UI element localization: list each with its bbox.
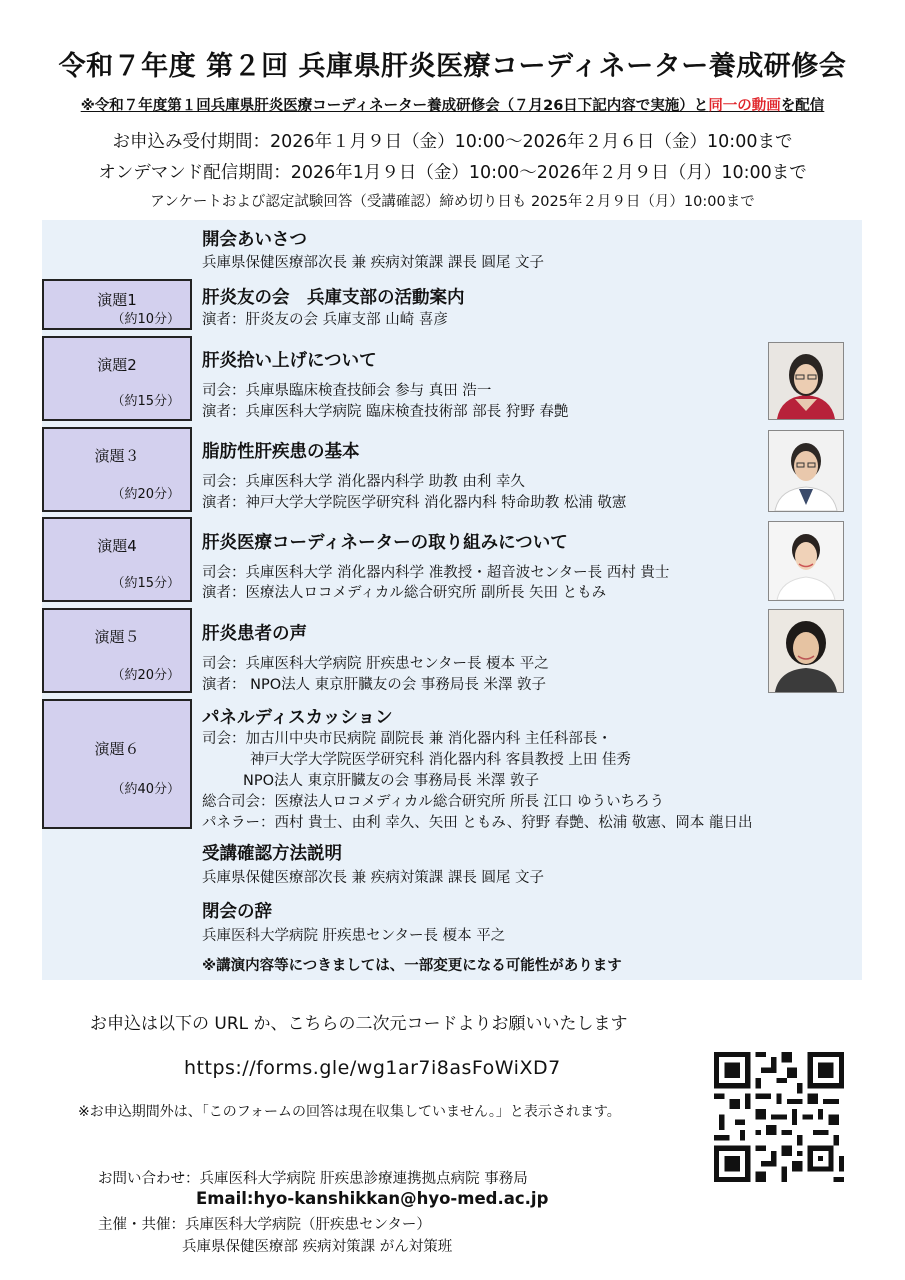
talk-label-4 — [42, 517, 192, 602]
talk-title-1: 肝炎友の会 兵庫支部の活動案内 — [202, 288, 465, 308]
talk-line: 司会：兵庫県臨床検査技師会 参与 真田 浩一 — [202, 383, 492, 399]
talk-line: 司会：兵庫医科大学 消化器内科学 助教 由利 幸久 — [202, 474, 525, 490]
speaker-photo-4 — [768, 521, 844, 601]
closing-title: 閉会の辞 — [202, 902, 272, 922]
talk-duration: （約40分） — [111, 782, 180, 797]
notice-tail: を配信 — [780, 98, 825, 114]
talk-title-2: 肝炎拾い上げについて — [202, 351, 377, 371]
confirmation-title: 受講確認方法説明 — [202, 844, 342, 864]
talk-line: 演者：医療法人ロコメディカル総合研究所 副所長 矢田 ともみ — [202, 585, 607, 601]
talk-line: 司会：加古川中央市民病院 副院長 兼 消化器内科 主任科部長・ — [202, 731, 612, 747]
notice-text: ※令和７年度第１回兵庫県肝炎医療コーディネーター養成研修会（７月26日下記内容で実施）と — [80, 98, 709, 114]
change-note: ※講演内容等につきましては、一部変更になる可能性があります — [202, 958, 622, 974]
talk-number: 演題６ — [94, 740, 140, 758]
talk-line: 司会：兵庫医科大学病院 肝疾患センター長 榎本 平之 — [202, 656, 549, 672]
confirmation-speaker: 兵庫県保健医療部次長 兼 疾病対策課 課長 圓尾 文子 — [202, 870, 545, 886]
person-icon — [769, 431, 843, 511]
sponsor-info: 主催・共催：兵庫医科大学病院（肝疾患センター） — [98, 1217, 431, 1233]
page-title: 令和７年度 第２回 兵庫県肝炎医療コーディネーター養成研修会 — [58, 51, 847, 82]
person-icon — [769, 343, 843, 419]
person-icon — [769, 522, 843, 600]
speaker-photo-3 — [768, 430, 844, 512]
talk-duration: （約20分） — [111, 668, 180, 683]
talk-line: 演者： NPO法人 東京肝臓友の会 事務局長 米澤 敦子 — [202, 677, 547, 693]
speaker-photo-5 — [768, 609, 844, 693]
opening-title: 開会あいさつ — [202, 230, 307, 250]
talk-label-2 — [42, 336, 192, 421]
speaker-photo-2 — [768, 342, 844, 420]
talk-line: 演者：神戸大学大学院医学研究科 消化器内科 特命助教 松浦 敬憲 — [202, 495, 627, 511]
talk-label-5 — [42, 608, 192, 693]
talk-label-1 — [42, 279, 192, 330]
person-icon — [769, 610, 843, 692]
talk-label-6 — [42, 699, 192, 829]
talk-title-3: 脂肪性肝疾患の基本 — [202, 442, 360, 462]
qr-code-icon[interactable] — [714, 1052, 844, 1182]
talk-number: 演題4 — [97, 537, 137, 555]
talk-line: NPO法人 東京肝臓友の会 事務局長 米澤 敦子 — [243, 773, 539, 789]
sponsor-info-2: 兵庫県保健医療部 疾病対策課 がん対策班 — [182, 1239, 453, 1255]
contact-email-link[interactable]: Email:hyo-kanshikkan@hyo-med.ac.jp — [196, 1189, 549, 1208]
ondemand-period: オンデマンド配信期間：2026年1月９日（金）10:00～2026年２月９日（月）10:00まで — [98, 163, 807, 183]
talk-number: 演題５ — [94, 628, 140, 646]
talk-line: 演者：肝炎友の会 兵庫支部 山崎 喜彦 — [202, 312, 448, 328]
talk-line: パネラー：西村 貴士、由利 幸久、矢田 ともみ、狩野 春艶、松浦 敬憲、岡本 龍日出 — [202, 815, 753, 831]
talk-number: 演題2 — [97, 356, 137, 374]
talk-title-5: 肝炎患者の声 — [202, 624, 307, 644]
survey-deadline: アンケートおよび認定試験回答（受講確認）締め切り日も 2025年２月９日（月）10:00まで — [150, 194, 755, 210]
talk-duration: （約20分） — [111, 487, 180, 502]
talk-title-6: パネルディスカッション — [202, 708, 393, 728]
talk-line: 神戸大学大学院医学研究科 消化器内科 客員教授 上田 佳秀 — [250, 752, 631, 768]
talk-number: 演題３ — [94, 447, 140, 465]
talk-duration: （約10分） — [111, 312, 180, 327]
contact-info: お問い合わせ：兵庫医科大学病院 肝疾患診療連携拠点病院 事務局 — [98, 1171, 528, 1187]
application-period: お申込み受付期間：2026年１月９日（金）10:00～2026年２月６日（金）10:00まで — [112, 132, 793, 152]
closing-speaker: 兵庫医科大学病院 肝疾患センター長 榎本 平之 — [202, 928, 506, 944]
notice-highlight: 同一の動画 — [708, 98, 781, 114]
talk-duration: （約15分） — [111, 394, 180, 409]
same-video-notice — [0, 94, 905, 115]
application-url-link[interactable]: https://forms.gle/wg1ar7i8asFoWiXD7 — [184, 1057, 561, 1079]
talk-label-3 — [42, 427, 192, 512]
talk-line: 総合司会：医療法人ロコメディカル総合研究所 所長 江口 ゆういちろう — [202, 794, 665, 810]
opening-speaker: 兵庫県保健医療部次長 兼 疾病対策課 課長 圓尾 文子 — [202, 255, 545, 271]
talk-duration: （約15分） — [111, 576, 180, 591]
closed-form-note: ※お申込期間外は、「このフォームの回答は現在収集していません。」と表示されます。 — [78, 1104, 621, 1120]
talk-number: 演題1 — [97, 291, 137, 309]
talk-title-4: 肝炎医療コーディネーターの取り組みについて — [202, 533, 568, 553]
talk-line: 演者：兵庫医科大学病院 臨床検査技術部 部長 狩野 春艶 — [202, 404, 569, 420]
talk-line: 司会：兵庫医科大学 消化器内科学 准教授・超音波センター長 西村 貴士 — [202, 565, 670, 581]
apply-instructions: お申込は以下の URL か、こちらの二次元コードよりお願いいたします — [90, 1014, 628, 1034]
